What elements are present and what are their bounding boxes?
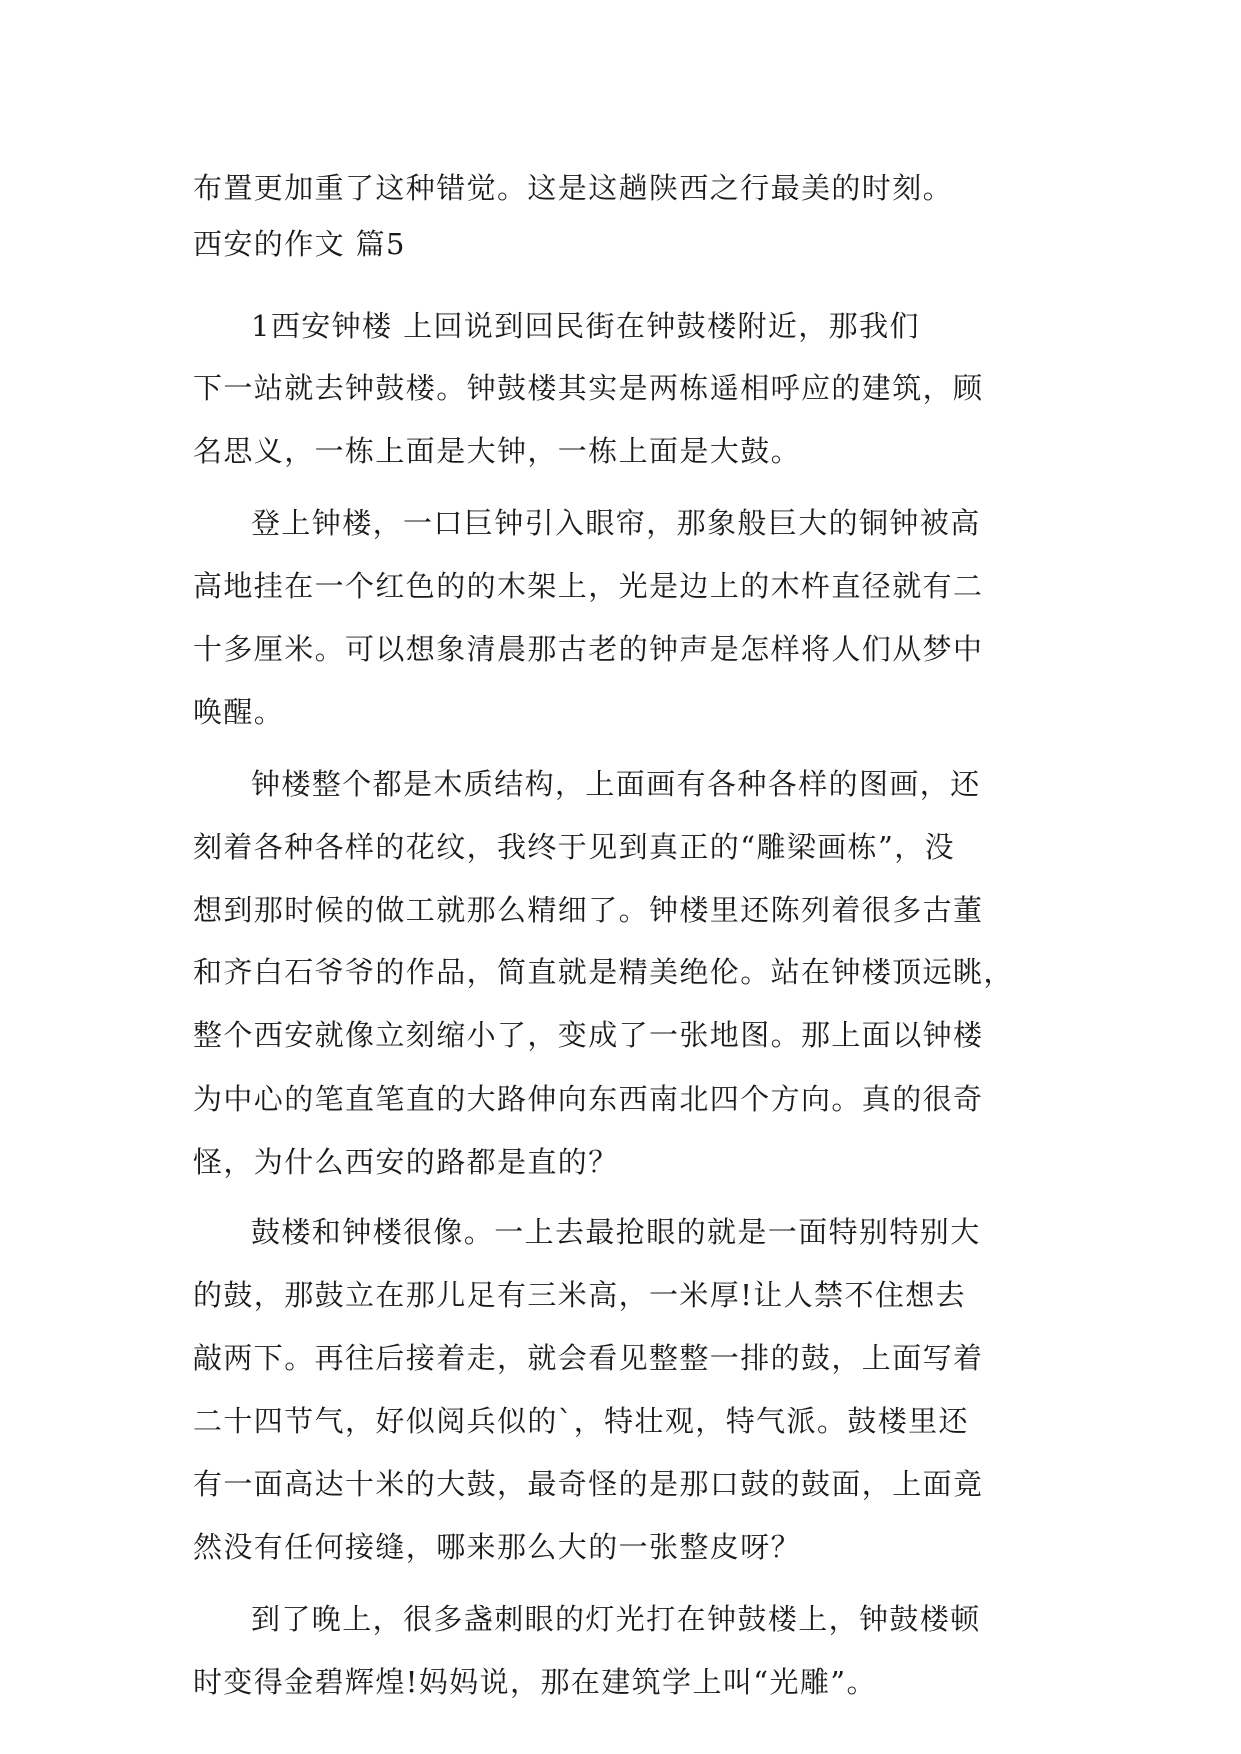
text-line: 时变得金碧辉煌!妈妈说，那在建筑学上叫“光雕”。 <box>193 1665 877 1699</box>
text-line: 鼓楼和钟楼很像。一上去最抢眼的就是一面特别特别大 <box>251 1215 981 1249</box>
text-line: 高地挂在一个红色的的木架上，光是边上的木杵直径就有二 <box>193 569 984 603</box>
text-line: 十多厘米。可以想象清晨那古老的钟声是怎样将人们从梦中 <box>193 632 984 666</box>
text-line: 整个西安就像立刻缩小了，变成了一张地图。那上面以钟楼 <box>193 1018 984 1052</box>
section-heading: 西安的作文 篇5 <box>193 227 406 261</box>
text-line: 登上钟楼，一口巨钟引入眼帘，那象般巨大的铜钟被高 <box>251 506 981 540</box>
text-line: 为中心的笔直笔直的大路伸向东西南北四个方向。真的很奇 <box>193 1082 984 1116</box>
text-line: 到了晚上，很多盏刺眼的灯光打在钟鼓楼上，钟鼓楼顿 <box>251 1602 981 1636</box>
text-line: 的鼓，那鼓立在那儿足有三米高，一米厚!让人禁不住想去 <box>193 1278 967 1312</box>
text-line: 然没有任何接缝，哪来那么大的一张整皮呀？ <box>193 1530 802 1564</box>
text-line: 想到那时候的做工就那么精细了。钟楼里还陈列着很多古董 <box>193 893 984 927</box>
text-line: 敲两下。再往后接着走，就会看见整整一排的鼓，上面写着 <box>193 1341 984 1375</box>
text-line: 和齐白石爷爷的作品，简直就是精美绝伦。站在钟楼顶远眺， <box>193 955 1014 989</box>
text-line: 下一站就去钟鼓楼。钟鼓楼其实是两栋遥相呼应的建筑，顾 <box>193 371 984 405</box>
text-line: 有一面高达十米的大鼓，最奇怪的是那口鼓的鼓面，上面竟 <box>193 1467 984 1501</box>
text-line: 1西安钟楼 上回说到回民街在钟鼓楼附近，那我们 <box>251 309 920 343</box>
text-line: 怪，为什么西安的路都是直的？ <box>193 1145 619 1179</box>
text-line: 钟楼整个都是木质结构，上面画有各种各样的图画，还 <box>251 767 981 801</box>
text-line: 名思义，一栋上面是大钟，一栋上面是大鼓。 <box>193 434 802 468</box>
text-line: 二十四节气，好似阅兵似的`，特壮观，特气派。鼓楼里还 <box>193 1404 969 1438</box>
text-line: 布置更加重了这种错觉。这是这趟陕西之行最美的时刻。 <box>193 171 954 205</box>
text-line: 刻着各种各样的花纹，我终于见到真正的“雕梁画栋”，没 <box>193 830 956 864</box>
text-line: 唤醒。 <box>193 695 285 729</box>
